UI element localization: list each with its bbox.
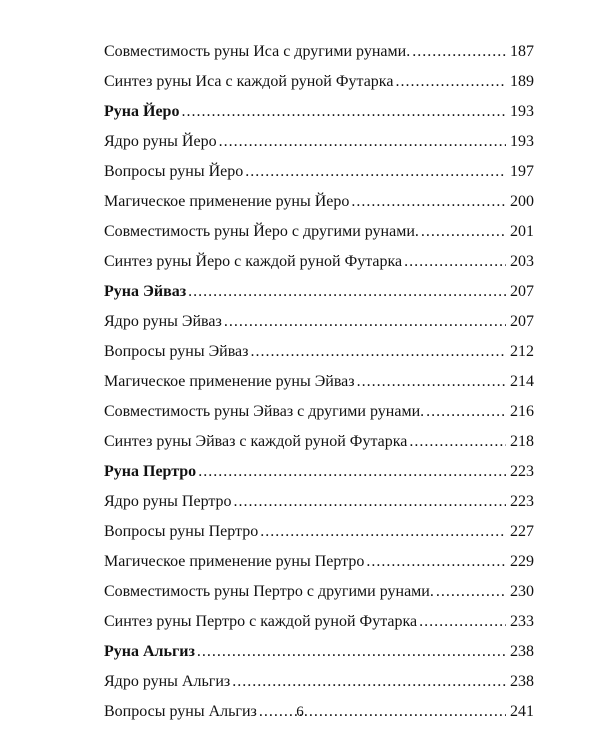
toc-entry-page: 201 <box>510 223 534 240</box>
toc-entry-page: 187 <box>510 43 534 60</box>
toc-entry-page: 223 <box>510 463 534 480</box>
toc-dot-leader <box>188 277 506 307</box>
toc-entry-page: 241 <box>510 703 534 720</box>
toc-entry-title: Ядро руны Йеро <box>104 133 217 150</box>
toc-entry-page: 214 <box>510 373 534 390</box>
toc-entry-page: 238 <box>510 673 534 690</box>
toc-section-heading <box>104 97 534 127</box>
toc-entry-title: Магическое применение руны Пертро <box>104 553 365 570</box>
toc-entry-title: Ядро руны Пертро <box>104 493 232 510</box>
toc-entry <box>104 67 534 97</box>
toc-entry-title: Совместимость руны Пертро с другими рунами. <box>104 583 434 600</box>
toc-entry-page: 223 <box>510 493 534 510</box>
toc-dot-leader <box>421 217 506 247</box>
toc-dot-leader <box>419 607 506 637</box>
toc-section-heading <box>104 637 534 667</box>
toc-entry <box>104 337 534 367</box>
toc-dot-leader <box>260 517 506 547</box>
toc-entry <box>104 397 534 427</box>
toc-section-heading <box>104 457 534 487</box>
toc-entry <box>104 577 534 607</box>
toc-entry-title: Руна Эйваз <box>104 283 187 300</box>
toc-entry <box>104 217 534 247</box>
toc-entry-page: 212 <box>510 343 534 360</box>
toc-dot-leader <box>245 157 506 187</box>
toc-entry-title: Руна Йеро <box>104 103 180 120</box>
toc-entry-page: 233 <box>510 613 534 630</box>
toc-entry <box>104 187 534 217</box>
toc-entry-page: 197 <box>510 163 534 180</box>
toc-entry-page: 229 <box>510 553 534 570</box>
toc-dot-leader <box>197 637 506 667</box>
toc-entry <box>104 487 534 517</box>
toc-entry <box>104 157 534 187</box>
toc-dot-leader <box>436 577 506 607</box>
toc-entry-title: Ядро руны Альгиз <box>104 673 231 690</box>
toc-entry-title: Руна Альгиз <box>104 643 195 660</box>
toc-entry-page: 207 <box>510 313 534 330</box>
toc-entry-page: 238 <box>510 643 534 660</box>
toc-entry-page: 203 <box>510 253 534 270</box>
toc-entry <box>104 547 534 577</box>
toc-section-heading <box>104 277 534 307</box>
toc-entry-page: 200 <box>510 193 534 210</box>
toc-dot-leader <box>351 187 506 217</box>
toc-entry-title: Вопросы руны Альгиз <box>104 703 257 720</box>
toc-entry <box>104 37 534 67</box>
toc-dot-leader <box>412 37 506 67</box>
toc-entry-page: 218 <box>510 433 534 450</box>
toc-dot-leader <box>426 397 506 427</box>
toc-entry <box>104 367 534 397</box>
toc-entry-title: Синтез руны Эйваз с каждой руной Футарка <box>104 433 408 450</box>
toc-entry-title: Вопросы руны Йеро <box>104 163 244 180</box>
toc-entry-page: 230 <box>510 583 534 600</box>
toc-entry-title: Совместимость руны Эйваз с другими рунами. <box>104 403 425 420</box>
toc-entry-title: Вопросы руны Пертро <box>104 523 259 540</box>
toc-entry-title: Вопросы руны Эйваз <box>104 343 249 360</box>
toc-entry-page: 216 <box>510 403 534 420</box>
toc-entry-title: Магическое применение руны Йеро <box>104 193 350 210</box>
toc-dot-leader <box>395 67 506 97</box>
toc-dot-leader <box>234 487 506 517</box>
toc-entry <box>104 667 534 697</box>
toc-entry <box>104 607 534 637</box>
toc-entry-title: Совместимость руны Йеро с другими рунами. <box>104 223 419 240</box>
toc-entry <box>104 427 534 457</box>
toc-entry <box>104 307 534 337</box>
toc-entry-title: Синтез руны Йеро с каждой руной Футарка <box>104 253 403 270</box>
toc-dot-leader <box>219 127 506 157</box>
toc-entry <box>104 247 534 277</box>
toc-entry-page: 193 <box>510 103 534 120</box>
toc-entry-title: Совместимость руны Иса с другими рунами. <box>104 43 411 60</box>
toc-dot-leader <box>198 457 506 487</box>
toc-dot-leader <box>366 547 506 577</box>
toc-entry-title: Магическое применение руны Эйваз <box>104 373 355 390</box>
toc-dot-leader <box>232 667 506 697</box>
toc-entry-title: Руна Пертро <box>104 463 197 480</box>
toc-entry <box>104 127 534 157</box>
toc-entry-page: 227 <box>510 523 534 540</box>
page-number: 6 <box>296 704 304 720</box>
toc-dot-leader <box>357 367 506 397</box>
toc-dot-leader <box>181 97 506 127</box>
toc-entry <box>104 517 534 547</box>
toc-dot-leader <box>409 427 506 457</box>
toc-entry-title: Синтез руны Иса с каждой руной Футарка <box>104 73 394 90</box>
toc-entry-page: 207 <box>510 283 534 300</box>
toc-dot-leader <box>250 337 506 367</box>
table-of-contents <box>104 37 534 727</box>
toc-dot-leader <box>404 247 506 277</box>
toc-entry-title: Ядро руны Эйваз <box>104 313 222 330</box>
toc-entry-title: Синтез руны Пертро с каждой руной Футарка <box>104 613 418 630</box>
toc-dot-leader <box>224 307 506 337</box>
toc-entry-page: 189 <box>510 73 534 90</box>
toc-entry-page: 193 <box>510 133 534 150</box>
